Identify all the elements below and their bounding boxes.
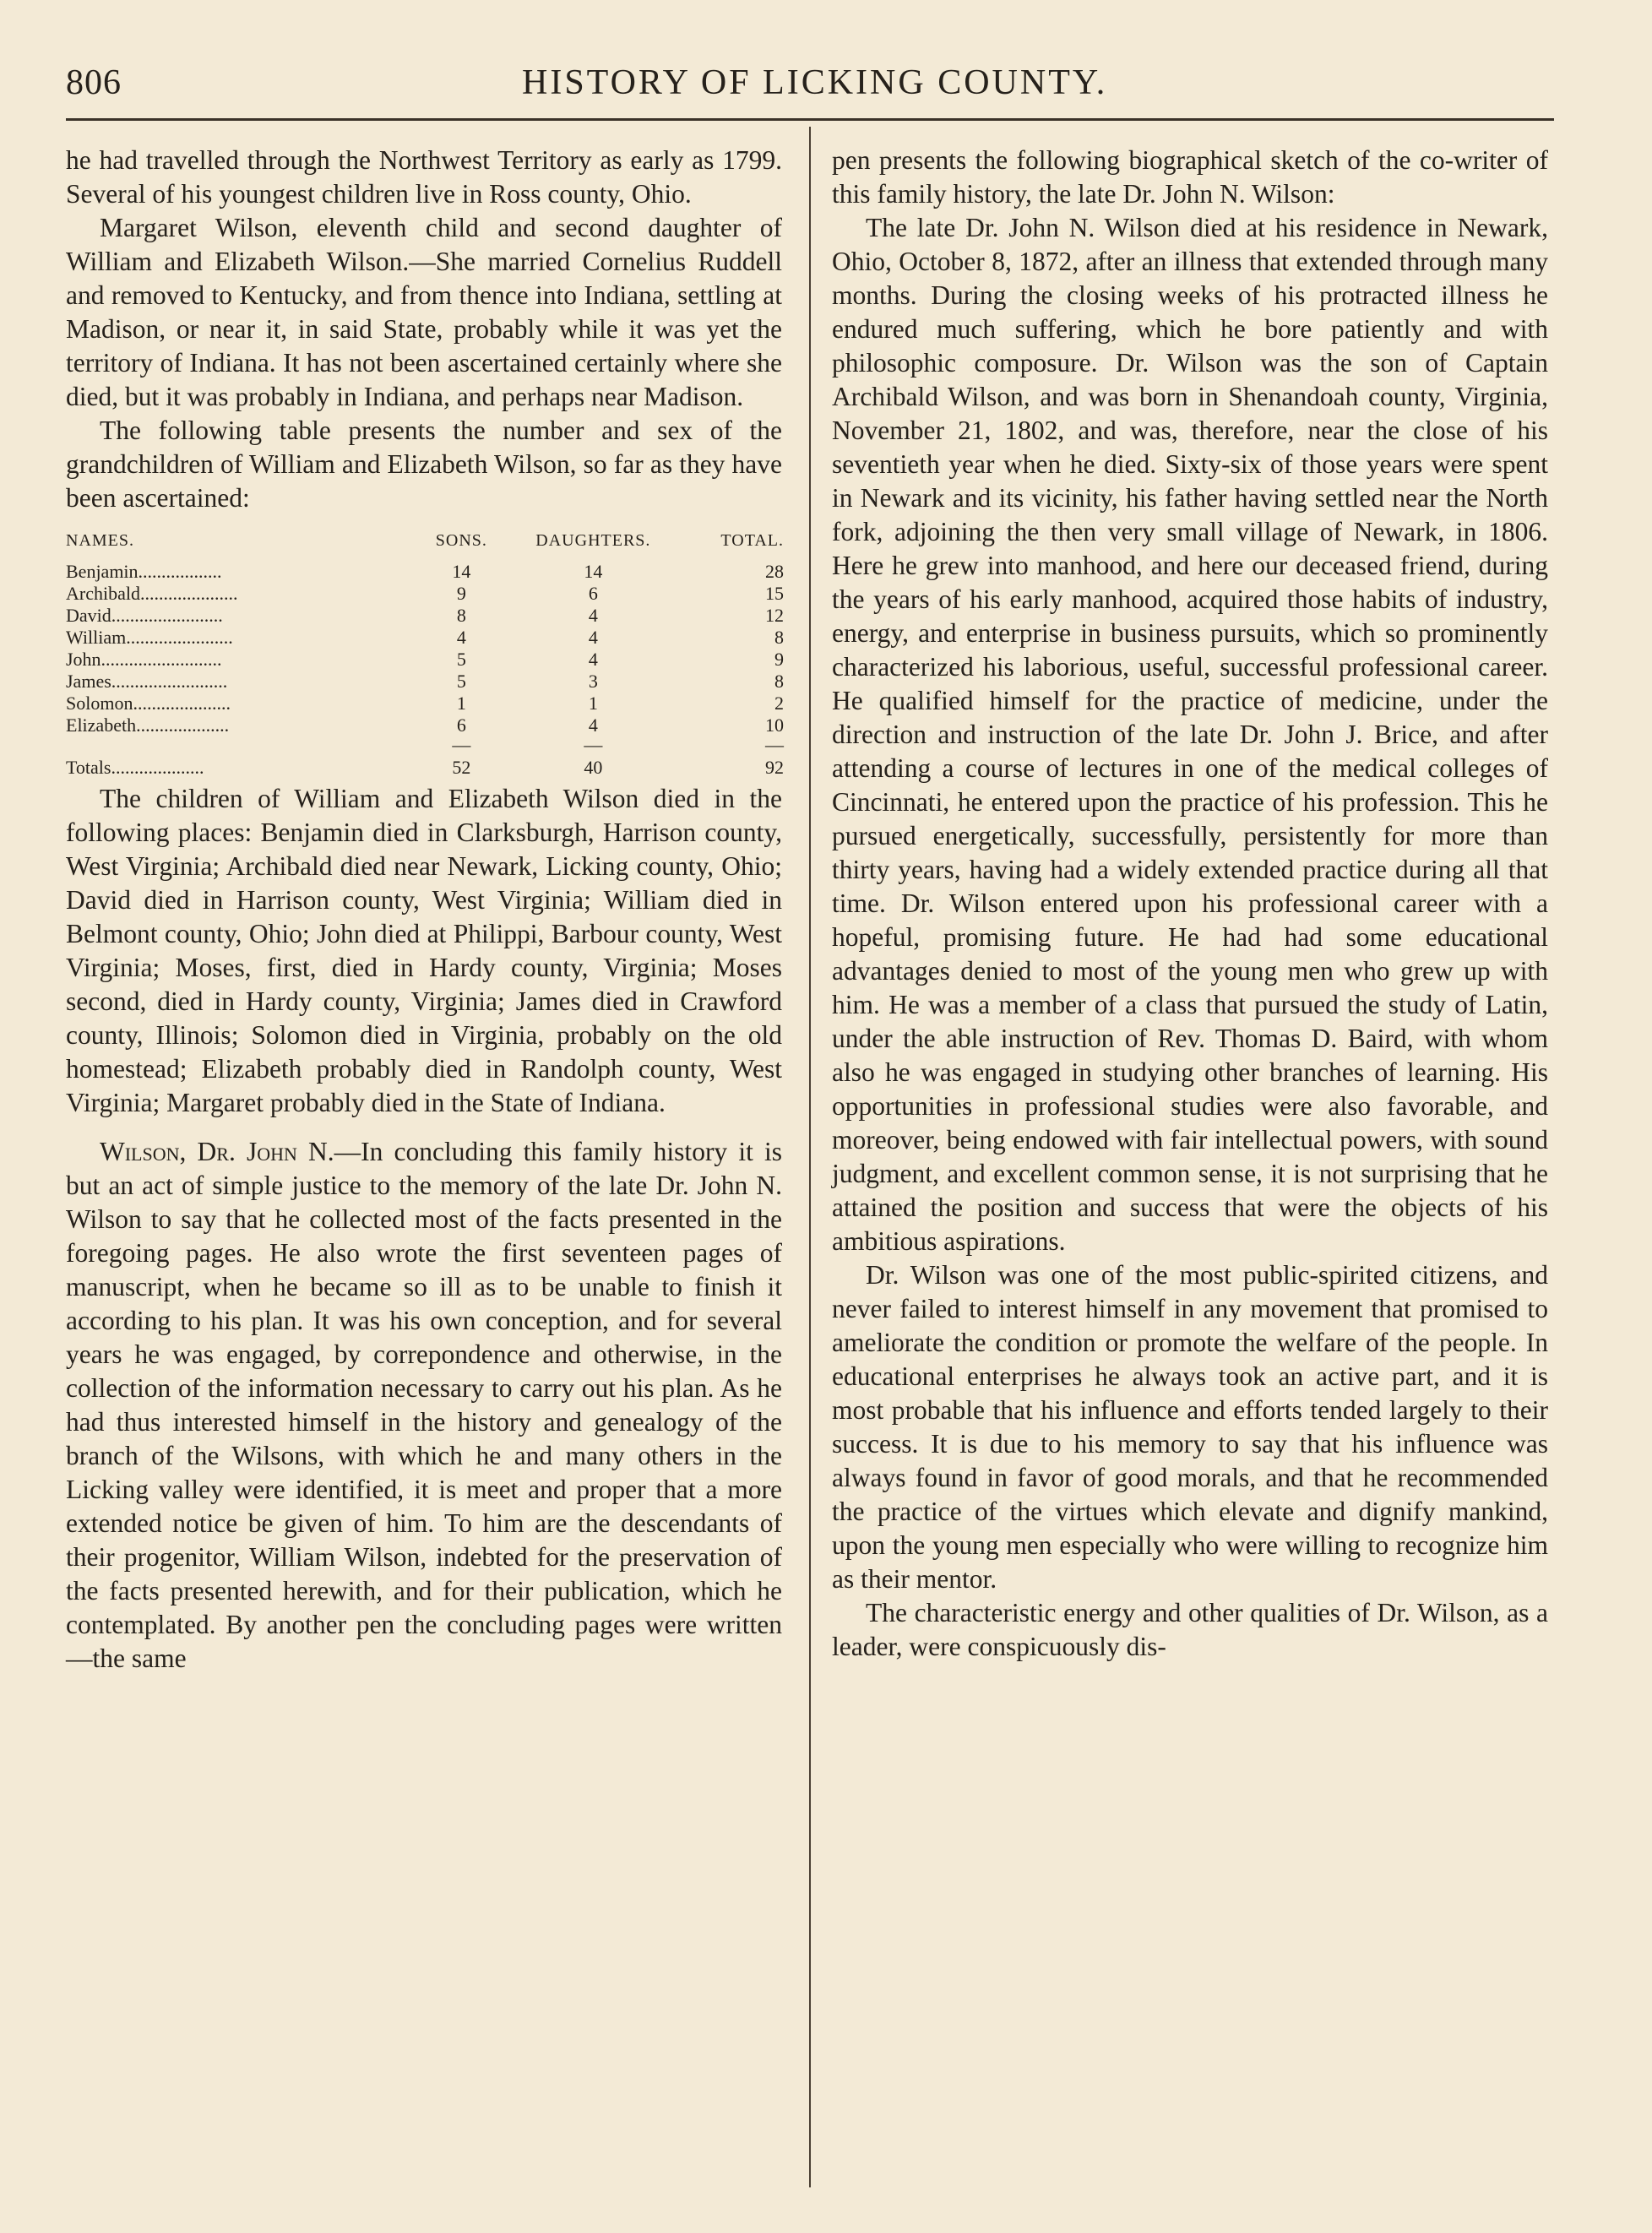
right-column [832,144,1548,1664]
cell-daughters: 1 [588,693,598,714]
cell-sons: 8 [456,605,466,626]
header-rule [66,118,1554,121]
paragraph: Margaret Wilson, eleventh child and second daughter of William and Elizabeth Wilson.—She married Cornelius Ruddell and removed to Kentucky, and from thence into Indiana, settling at Madison, or near it, in said State, probably while it was yet the territory of Indiana. It has not been ascertained certainly where she died, but it was probably in Indiana, and perhaps near Madison. [66,213,782,411]
cell-sons: 9 [456,583,466,604]
column-header-total: TOTAL. [720,531,784,550]
cell-daughters: 4 [588,605,598,626]
table-row [66,561,784,583]
table-row [66,714,784,736]
table-row [66,671,784,693]
column-header-names: NAMES. [66,531,135,550]
cell-sons: 1 [456,693,466,714]
sum-dash: — [584,734,603,755]
entry-text: —In concluding this family history it is but an act of simple justice to the memory of the late Dr. John N. Wilson to say that he collected most of the facts presented in the foregoing pages. He also wrote the first seventeen pages of manuscript, when he became so ill as to be unable to finish it according to his plan. It was his own conception, and for several years he was engaged, by correpondence and otherwise, in the collection of the information necessary to carry out his plan. As he had thus interested himself in the history and genealogy of the branch of the Wilsons, with which he and many others in the Licking valley were identified, it is meet and proper that a more extended notice be given of him. To him are the descendants of their progenitor, William Wilson, indebted for the preservation of the facts presented herewith, and for their publication, which he contemplated. By another pen the concluding pages were written—the same [66,1137,782,1673]
cell-total: 12 [765,605,784,626]
cell-name: John.......................... [66,649,222,670]
left-column [66,144,782,1676]
paragraph: Dr. Wilson was one of the most public-spirited citizens, and never failed to interest himself in any movement that promised to ameliorate the condition or promote the welfare of the people. In educational enterprises he always took an active part, and it is most probable that his influence and efforts tended largely to their success. It is due to his memory to say that his influence was always found in favor of good morals, and that he recommended the practice of the virtues which elevate and dignify mankind, upon the young men especially who were willing to recognize him as their mentor. [832,1260,1548,1594]
cell-name: Solomon..................... [66,693,231,714]
cell-sons: 5 [456,671,466,692]
column-header-sons: SONS. [435,531,487,550]
cell-sons: 4 [456,627,466,648]
cell-daughters: 6 [588,583,598,604]
table-totals-row [66,753,784,779]
cell-name: Archibald..................... [66,583,238,604]
cell-total: 9 [774,649,784,670]
cell-blank [66,736,421,753]
cell-daughters: 14 [584,561,603,582]
paragraph: The following table presents the number and sex of the grandchildren of William and Elizabeth Wilson, so far as they have been ascertained: [66,416,782,513]
paragraph: he had travelled through the Northwest Territory as early as 1799. Several of his youngest children live in Ross county, Ohio. [66,145,782,209]
grandchildren-table [66,522,784,779]
table-row [66,693,784,714]
cell-sons: 5 [456,649,466,670]
cell-total: 8 [774,671,784,692]
cell-totals-daughters: 40 [584,757,603,778]
table-row [66,627,784,649]
cell-total: 28 [765,561,784,582]
entry-heading: Wilson, Dr. John N. [100,1137,334,1166]
sum-dash: — [452,734,471,755]
cell-name: Benjamin.................. [66,561,222,582]
cell-name: Elizabeth.................... [66,714,230,736]
cell-total: 8 [774,627,784,648]
cell-total: 10 [765,714,784,736]
sum-dash: — [765,734,784,755]
table-row [66,649,784,671]
paragraph: The characteristic energy and other qualities of Dr. Wilson, as a leader, were conspicuously dis- [832,1598,1548,1661]
paragraph: The children of William and Elizabeth Wilson died in the following places: Benjamin died in Clarksburgh, Harrison county, West Virginia; Archibald died near Newark, Licking county, Ohio; David died in Harrison county, West Virginia; William died in Belmont county, Ohio; John died at Philippi, Barbour county, West Virginia; Moses, first, died in Hardy county, Virginia; Moses second, died in Hardy county, Virginia; James died in Crawford county, Illinois; Solomon died in Virginia, probably on the old homestead; Elizabeth probably died in Randolph county, West Virginia; Margaret probably died in the State of Indiana. [66,784,782,1117]
cell-total: 15 [765,583,784,604]
cell-name: David........................ [66,605,223,626]
paragraph-wilson-entry [66,1135,782,1676]
cell-sons: 6 [456,714,466,736]
column-divider [809,127,811,2187]
paragraph: The late Dr. John N. Wilson died at his residence in Newark, Ohio, October 8, 1872, after an illness that extended through many months. During the closing weeks of his protracted illness he endured much suffering, which he bore patiently and with philosophic composure. Dr. Wilson was the son of Captain Archibald Wilson, and was born in Shenandoah county, Virginia, November 21, 1802, and was, therefore, near the close of his seventieth year when he died. Sixty-six of those years were spent in Newark and its vicinity, his father having settled near the North fork, adjoining the then very small village of Newark, in 1806. Here he grew into manhood, and here our deceased friend, during the years of his early manhood, acquired those habits of industry, energy, and enterprise in business pursuits, which so prominently characterized his laborious, useful, successful professional career. He qualified himself for the practice of medicine, under the direction and instruction of the late Dr. John J. Brice, and after attending a course of lectures in one of the medical colleges of Cincinnati, he entered upon the practice of his profession. This he pursued energetically, successfully, persistently for more than thirty years, having had a widely extended practice during all that time. Dr. Wilson entered upon his professional career with a hopeful, promising future. He had had some educational advantages denied to most of the young men who grew up with him. He was a member of a class that pursued the study of Latin, under the able instruction of Rev. Thomas D. Baird, with whom also he was engaged in studying other branches of learning. His opportunities in professional studies were also favorable, and moreover, being endowed with fair intellectual powers, with sound judgment, and excellent common sense, it is not surprising that he attained the position and success that were the objects of his ambitious aspirations. [832,213,1548,1256]
cell-daughters: 4 [588,714,598,736]
paragraph: pen presents the following biographical sketch of the co-writer of this family history, the late Dr. John N. Wilson: [832,145,1548,209]
page-number: 806 [66,63,122,102]
cell-daughters: 3 [588,671,598,692]
cell-total: 2 [774,693,784,714]
table-sum-rule-row [66,736,784,753]
table-row [66,583,784,605]
cell-daughters: 4 [588,627,598,648]
cell-daughters: 4 [588,649,598,670]
cell-totals-total: 92 [765,757,784,778]
page-header [66,59,1586,110]
cell-name: William....................... [66,627,233,648]
cell-totals-label: Totals.................... [66,757,204,778]
cell-totals-sons: 52 [452,757,471,778]
cell-name: James......................... [66,671,228,692]
table-row [66,605,784,627]
running-title: HISTORY OF LICKING COUNTY. [522,63,1108,102]
table-header-row [66,522,784,561]
column-header-daughters: DAUGHTERS. [535,531,651,550]
cell-sons: 14 [452,561,471,582]
